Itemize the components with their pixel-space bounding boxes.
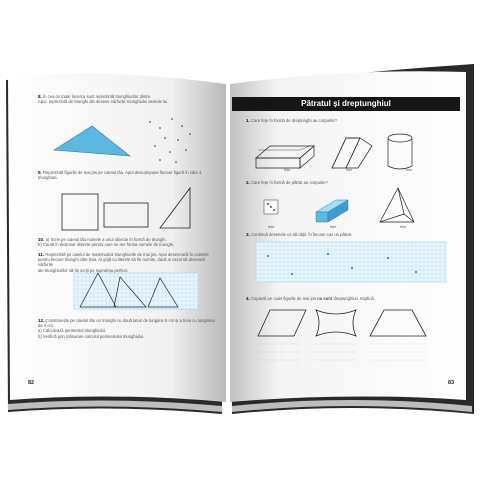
faces-label: fețe xyxy=(346,168,353,172)
exercise-number: 4. xyxy=(246,296,250,301)
exercise-number: 8. xyxy=(38,94,42,99)
faces-label: fețe xyxy=(400,225,407,229)
exercise-10-text xyxy=(38,237,218,247)
exercise-instruction: Reprezintă pe caietul de matematică triunghiurile de mai jos. Apoi desenează în caietele xyxy=(45,252,209,257)
exercise-number: 3. xyxy=(246,232,250,237)
exercise-3-text xyxy=(246,232,456,237)
exercise-instruction: pentru fiecare triunghi câte linia. Ai grijă ca literele să fie numite, dacă ai cazul să desenezi vârfurile xyxy=(38,257,206,268)
exercise-number: 11. xyxy=(38,252,45,257)
page-number-left: 82 xyxy=(28,380,35,386)
exercise-instruction: dreptunghiuri. Explică. xyxy=(333,296,375,301)
exercise-instruction: În cea ce toate încerca sunt reprezintă triunghiurilor dintre. xyxy=(43,94,152,99)
exercise-11-text xyxy=(38,252,218,273)
exercise-instruction: Care fețe în formă de pătrat au corpurile? xyxy=(251,180,328,185)
exercise-4-text xyxy=(246,296,456,301)
exercise-instruction: Apoi, reprezintă de triunghi din desene vârfurile triunghiului asmele lui. xyxy=(38,99,169,105)
exercise-instruction: Continuă desenele ca să obții: în fiecare caz un pătrat. xyxy=(251,232,353,237)
exercise-instruction: Copiază pe caiet figurile de mai jos xyxy=(251,296,316,301)
exercise-instruction: Reprezintă figurile de mai jos pe caietul tău. Apoi descompune fiecare figură în câte 4 triunghiuri. xyxy=(38,170,202,181)
exercise-instruction: a) Calculează perimetrul triunghiului. xyxy=(38,328,106,334)
dice-figure xyxy=(264,200,278,214)
square-completion-grid xyxy=(256,242,446,282)
exercise-number: 1. xyxy=(246,118,250,123)
grid-triangles-figure xyxy=(74,273,198,309)
exercise-number: 12. xyxy=(38,318,45,323)
exercise-instruction: de 4 cm. xyxy=(38,323,55,329)
exercise-number: 10. xyxy=(38,237,45,242)
exercise-1-text xyxy=(246,118,446,123)
faces-label: fețe xyxy=(284,168,291,172)
exercise-instruction: b) Verifică prin măsurare calculul perimetrului triunghiului. xyxy=(38,333,145,339)
exercise-emphasis: nu sunt xyxy=(317,296,333,301)
exercise-number: 9. xyxy=(38,170,42,175)
section-title-banner: Pătratul și dreptunghiul xyxy=(232,97,460,111)
faces-label: fețe xyxy=(406,168,413,172)
exercise-number: 2. xyxy=(246,180,250,185)
exercise-instruction: Construiește pe caietul tău un triunghi cu două laturi de lungime 6 cm și a treia cu lungimea xyxy=(45,318,215,323)
faces-label: fețe xyxy=(330,225,337,229)
exercise-instruction: b) Caută în dicționar obiecte pentru care se are forma numele de triunghi. xyxy=(38,242,175,248)
exercise-instruction: a) Scrie pe caietul tău numele a unui obiecte în formă de triunghi. xyxy=(45,237,167,242)
exercise-instruction: Care fețe în formă de dreptunghi au corpurile? xyxy=(251,118,337,123)
exercise-9-text xyxy=(38,170,218,180)
exercise-12-text xyxy=(38,318,218,339)
exercise-8-text xyxy=(38,94,218,104)
faces-label: fețe xyxy=(268,225,275,229)
page-number-right: 83 xyxy=(448,380,455,386)
exercise-instruction: ale triunghiurilor să fie scriți pe suprafeța perfect. xyxy=(38,267,129,273)
exercise-2-text xyxy=(246,180,446,185)
